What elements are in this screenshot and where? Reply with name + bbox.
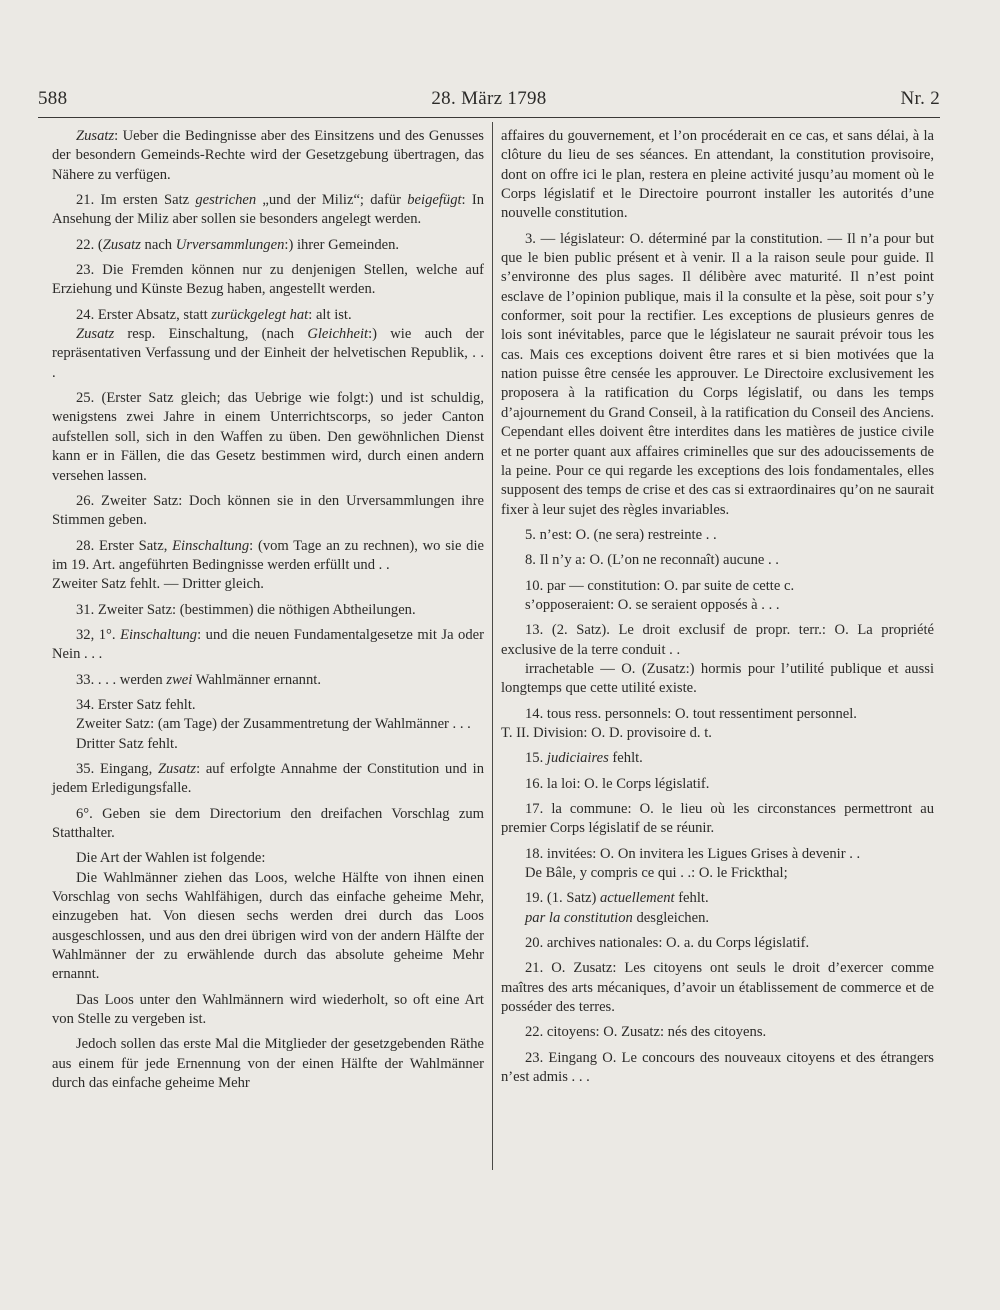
paragraph-24	[52, 306, 484, 325]
text-run: affaires du gouvernement, et l’on procéderait en ce cas, et sans délai, à la clôture du lieu de ses séances. En attendant, la constitution provisoire, dont on offre ici le plan, restera en pleine activité jusqu’au moment où le Corps législatif et le Directoire pourront installer les autorités d’une nouvelle constitution.	[501, 128, 934, 222]
italic-run: judiciaires	[546, 750, 609, 767]
text-run: 23. Die Fremden können nur zu denjenigen Stellen, welche auf Erziehung und Künste Bezug haben, angestellt werden.	[52, 262, 484, 298]
paragraph-28	[52, 537, 484, 576]
paragraph-wahlen-3	[52, 1035, 484, 1093]
text-run: T. II. Division: O. D. provisoire d. t.	[501, 724, 712, 741]
italic-run: Zusatz	[76, 326, 115, 343]
text-run: 21. O. Zusatz: Les citoyens ont seuls le droit d’exercer comme maîtres des arts mécaniques, d’avoir un établissement de commerce et de posséder des terres.	[501, 960, 934, 1016]
italic-run: zwei	[166, 671, 193, 688]
text-run: 35. Eingang,	[76, 760, 158, 777]
paragraph-20	[501, 934, 934, 953]
paragraph-19-second	[501, 909, 934, 928]
text-run: desgleichen.	[632, 909, 710, 926]
paragraph-17	[501, 800, 934, 839]
text-run: Wahlmänner ernannt.	[192, 671, 321, 688]
text-run: : (vom Tage an zu rechnen), wo sie die im 19. Art. angeführten Bedingnisse werden erfüllt und . .	[52, 537, 485, 573]
text-run: : In Ansehung der Miliz aber sollen sie besonders angelegt werden.	[52, 192, 484, 228]
text-run: : alt ist.	[308, 306, 352, 323]
text-run: fehlt.	[608, 750, 643, 767]
paragraph-16	[501, 775, 934, 794]
paragraph-34-second	[52, 715, 484, 734]
paragraph-continuation	[501, 127, 934, 224]
paragraph-10-second	[501, 596, 934, 615]
paragraph-23-fr	[501, 1049, 934, 1088]
header-rule	[38, 117, 940, 118]
paragraph-21	[52, 191, 484, 230]
text-run: 15.	[525, 750, 547, 767]
text-run: 8. Il n’y a: O. (L’on ne reconnaît) aucune . .	[525, 552, 779, 569]
text-run: 10. par — constitution: O. par suite de cette c.	[525, 577, 795, 594]
paragraph-wahlen-2	[52, 991, 484, 1030]
paragraph-10	[501, 577, 934, 596]
paragraph-13	[501, 621, 934, 660]
italic-run: Zusatz	[102, 236, 141, 253]
text-run: 20. archives nationales: O. a. du Corps législatif.	[525, 935, 810, 952]
column-divider	[492, 122, 493, 1170]
paragraph-22	[52, 236, 484, 255]
text-run: De Bâle, y compris ce qui . .: O. le Frickthal;	[525, 865, 788, 882]
paragraph-34	[52, 696, 484, 715]
paragraph-18-second	[501, 864, 934, 883]
text-run: s’opposeraient: O. se seraient opposés à . . .	[525, 596, 780, 613]
text-run: 28. Erster Satz,	[76, 537, 173, 554]
text-run: : Ueber die Bedingnisse aber des Einsitzens und des Genusses der besondern Gemeinds-Rechte wird der Gesetzgebung übertragen, das Nähere zu verfügen.	[52, 128, 484, 183]
italic-run: par la constitution	[525, 909, 633, 926]
text-run: 18. invitées: O. On invitera les Ligues Grises à devenir . .	[525, 845, 861, 862]
text-run: 5. n’est: O. (ne sera) restreinte . .	[525, 526, 717, 543]
text-run: 31. Zweiter Satz: (bestimmen) die nöthigen Abtheilungen.	[76, 601, 416, 618]
text-run: fehlt.	[674, 890, 709, 907]
italic-run: Zusatz	[157, 760, 197, 777]
right-column	[501, 127, 934, 1093]
text-run: „und der Miliz“; dafür	[256, 192, 408, 209]
paragraph-18	[501, 845, 934, 864]
italic-run: gestrichen	[195, 192, 257, 209]
italic-run: zurückgelegt hat	[211, 306, 309, 323]
paragraph-19	[501, 889, 934, 908]
text-run: : und die neuen Fundamentalgesetze mit Ja oder Nein . . .	[52, 626, 484, 663]
text-run: Dritter Satz fehlt.	[76, 735, 178, 752]
paragraph-35	[52, 760, 484, 799]
paragraph-23	[52, 261, 484, 300]
text-run: resp. Einschaltung, (nach	[114, 326, 308, 343]
italic-run: Urversammlungen	[175, 236, 285, 253]
paragraph-8	[501, 551, 934, 570]
text-run: 14. tous ress. personnels: O. tout ressentiment personnel.	[525, 705, 857, 722]
text-run: 16. la loi: O. le Corps législatif.	[525, 775, 710, 792]
text-run: Jedoch sollen das erste Mal die Mitglieder der gesetzgebenden Räthe aus einem für jede Ernennung von der einen Hälfte der Wahlmänner durch das einfache geheime Mehr	[52, 1036, 484, 1092]
paragraph-5	[501, 526, 934, 545]
text-run: 26. Zweiter Satz: Doch können sie in den Urversammlungen ihre Stimmen geben.	[52, 492, 484, 529]
italic-run: Zusatz	[76, 128, 115, 144]
left-column	[52, 127, 484, 1099]
paragraph-division	[501, 724, 934, 743]
text-run: Die Wahlmänner ziehen das Loos, welche Hälfte von ihnen einen Vorschlag von sechs Wahlfähigen, durch das einfache geheime Mehr, einzugeben hat. Von diesen sechs werden drei durch das Loos ausgeschlossen, und aus den drei übrigen wird von der andern Hälfte der Wahlmänner der zu erwählende durch das absolute geheime Mehr ernannt.	[52, 869, 484, 983]
text-run: 3. — législateur: O. déterminé par la constitution. — Il n’a pour but que le bien public présent et à venir. Il a la raison seule pour guide. Il s’environne des plus sages. Il délibère avec maturité. Il n’est point esclave de l’opinion publique, mais il la consulte et la pèse, soit pour s’y conformer, soit pour la rectifier. Les exceptions de plusieurs genres de lois sont inévitables, parce que le législateur ne saurait prévoir tous les cas. Mais ces exceptions doivent être rares et si bien motivées que la nation puisse être censée les approuver. Le Directoire exclusivement les proposera à la ratification du Corps législatif, ou dans les temps d’ajournement du Grand Conseil, à la ratification du Conseil des Anciens. Cependant elles doivent être interdites dans les matières de justice civile et ne porter quant aux affaires criminelles que sur des adoucissements de la peine. Pour ce qui regarde les exceptions des lois fondamentales, elles supposent des temps de crise et des cas si extraordinaires qu’on ne saurait fixer à leur sujet des règles invariables.	[501, 230, 934, 518]
text-run: 19. (1. Satz)	[525, 890, 600, 907]
text-run: 21. Im ersten Satz	[76, 192, 196, 209]
text-run: nach	[140, 236, 176, 253]
text-run: 6°. Geben sie dem Directorium den dreifachen Vorschlag zum Statthalter.	[52, 805, 484, 841]
italic-run: Gleichheit	[307, 326, 369, 343]
text-run: Zweiter Satz fehlt. — Dritter gleich.	[52, 576, 264, 593]
text-run: 24. Erster Absatz, statt	[76, 306, 212, 323]
text-run: 32, 1°.	[76, 626, 121, 643]
text-run: Die Art der Wahlen ist folgende:	[76, 850, 266, 867]
paragraph-wahlen-1	[52, 869, 484, 985]
text-run: Zweiter Satz: (am Tage) der Zusammentretung der Wahlmänner . . .	[76, 716, 471, 733]
text-run: 34. Erster Satz fehlt.	[76, 696, 196, 713]
paragraph-24-zusatz	[52, 325, 484, 383]
issue-number: Nr. 2	[900, 88, 940, 109]
paragraph-6	[52, 805, 484, 844]
paragraph-wahlen-heading	[52, 849, 484, 868]
page-number: 588	[38, 88, 68, 109]
paragraph-25	[52, 389, 484, 486]
text-run: 33. . . . werden	[76, 671, 167, 688]
italic-run: actuellement	[599, 890, 675, 907]
paragraph-15	[501, 749, 934, 768]
text-run: :) wie auch der repräsentativen Verfassung und der Einheit der helvetischen Republik, . . .	[52, 326, 484, 381]
text-run: 25. (Erster Satz gleich; das Uebrige wie folgt:) und ist schuldig, wenigstens zwei Jahre in einem Unterrichtscorps, so jeder Canton aufstellen soll, sich in den Waffen zu üben. Den gewöhnlichen Dienst kann er in Fällen, die das Gesetz bestimmen wird, durch einen andern versehen lassen.	[52, 390, 484, 484]
text-run: 13. (2. Satz). Le droit exclusif de propr. terr.: O. La propriété exclusive de la terre conduit . .	[501, 622, 934, 658]
paragraph-28-second	[52, 575, 484, 594]
paragraph-13-second	[501, 660, 934, 699]
paragraph-34-third	[52, 735, 484, 754]
paragraph-zusatz	[52, 127, 484, 185]
italic-run: Einschaltung	[172, 537, 250, 554]
paragraph-31	[52, 601, 484, 620]
page-header	[38, 88, 940, 112]
text-run: 17. la commune: O. le lieu où les circonstances permettront au premier Corps législatif de se réunir.	[501, 801, 934, 837]
paragraph-21-fr	[501, 959, 934, 1017]
paragraph-26	[52, 492, 484, 531]
paragraph-3	[501, 230, 934, 520]
text-run: : auf erfolgte Annahme der Constitution und in jedem Erledigungsfalle.	[52, 760, 484, 797]
paragraph-22-fr	[501, 1023, 934, 1042]
text-run: irrachetable — O. (Zusatz:) hormis pour l’utilité publique et aussi longtemps que cette utilité existe.	[501, 660, 934, 697]
paragraph-33	[52, 671, 484, 690]
italic-run: beigefügt	[407, 192, 462, 209]
italic-run: Einschaltung	[120, 626, 198, 643]
header-date: 28. März 1798	[431, 88, 547, 109]
paragraph-14	[501, 705, 934, 724]
text-run: 23. Eingang O. Le concours des nouveaux citoyens et des étrangers n’est admis . . .	[501, 1049, 934, 1086]
text-run: :) ihrer Gemeinden.	[284, 236, 400, 253]
text-run: Das Loos unter den Wahlmännern wird wiederholt, so oft eine Art von Stelle zu vergeben ist.	[52, 991, 484, 1028]
text-run: 22. citoyens: O. Zusatz: nés des citoyens.	[525, 1024, 767, 1041]
text-run: 22. (	[76, 236, 103, 253]
paragraph-32	[52, 626, 484, 665]
